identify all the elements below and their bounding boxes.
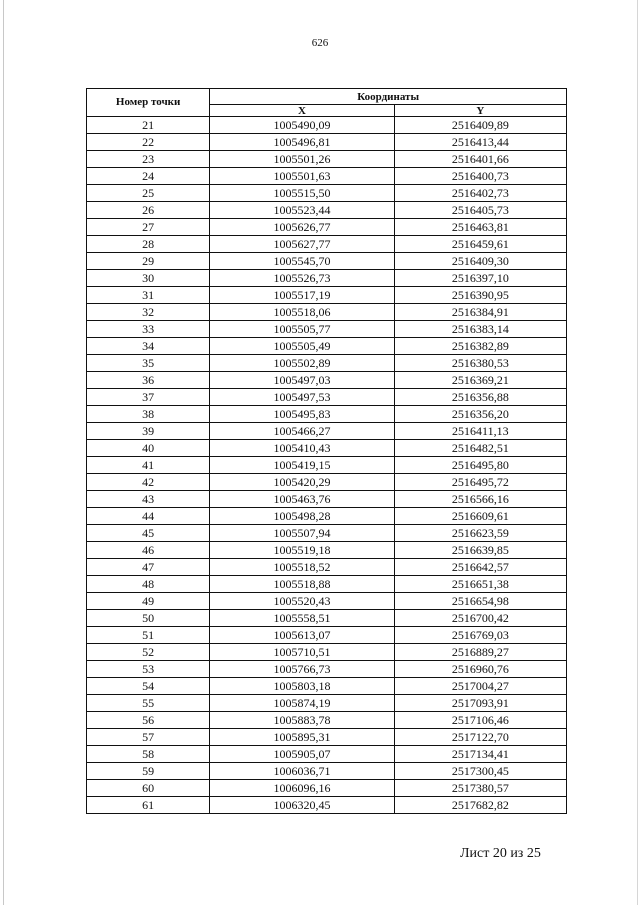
table-row — [87, 185, 567, 202]
cell-y: 2516960,76 — [394, 661, 566, 678]
cell-x: 1005519,18 — [210, 542, 394, 559]
cell-point-number: 48 — [87, 576, 210, 593]
header-coordinates: Координаты — [210, 89, 567, 105]
cell-y: 2517300,45 — [394, 763, 566, 780]
cell-x: 1005518,52 — [210, 559, 394, 576]
table-row — [87, 423, 567, 440]
cell-x: 1005518,06 — [210, 304, 394, 321]
cell-y: 2517106,46 — [394, 712, 566, 729]
cell-point-number: 41 — [87, 457, 210, 474]
coordinates-table — [86, 88, 567, 814]
cell-x: 1005545,70 — [210, 253, 394, 270]
cell-point-number: 40 — [87, 440, 210, 457]
table-row — [87, 712, 567, 729]
table-row — [87, 644, 567, 661]
table-row — [87, 627, 567, 644]
cell-x: 1005626,77 — [210, 219, 394, 236]
table-header — [87, 89, 567, 117]
table-row — [87, 321, 567, 338]
table-row — [87, 797, 567, 814]
cell-y: 2516369,21 — [394, 372, 566, 389]
cell-point-number: 25 — [87, 185, 210, 202]
table-row — [87, 593, 567, 610]
cell-y: 2516495,80 — [394, 457, 566, 474]
cell-x: 1006096,16 — [210, 780, 394, 797]
cell-x: 1005466,27 — [210, 423, 394, 440]
cell-x: 1005518,88 — [210, 576, 394, 593]
table-row — [87, 491, 567, 508]
cell-y: 2516356,88 — [394, 389, 566, 406]
cell-point-number: 45 — [87, 525, 210, 542]
cell-y: 2516609,61 — [394, 508, 566, 525]
cell-x: 1005627,77 — [210, 236, 394, 253]
cell-x: 1005523,44 — [210, 202, 394, 219]
table-row — [87, 780, 567, 797]
table-row — [87, 525, 567, 542]
table-row — [87, 219, 567, 236]
cell-y: 2516411,13 — [394, 423, 566, 440]
cell-y: 2516889,27 — [394, 644, 566, 661]
cell-y: 2516383,14 — [394, 321, 566, 338]
cell-y: 2516390,95 — [394, 287, 566, 304]
table-row — [87, 372, 567, 389]
table-row — [87, 474, 567, 491]
scan-edge-left — [3, 0, 4, 905]
cell-x: 1005507,94 — [210, 525, 394, 542]
cell-x: 1005710,51 — [210, 644, 394, 661]
cell-point-number: 38 — [87, 406, 210, 423]
table-row — [87, 440, 567, 457]
table-row — [87, 270, 567, 287]
cell-point-number: 24 — [87, 168, 210, 185]
scan-edge-right — [637, 0, 638, 905]
cell-y: 2516654,98 — [394, 593, 566, 610]
cell-y: 2517004,27 — [394, 678, 566, 695]
cell-x: 1005495,83 — [210, 406, 394, 423]
table-row — [87, 287, 567, 304]
cell-y: 2516566,16 — [394, 491, 566, 508]
cell-y: 2516639,85 — [394, 542, 566, 559]
table-row — [87, 508, 567, 525]
cell-y: 2516409,89 — [394, 117, 566, 134]
cell-point-number: 43 — [87, 491, 210, 508]
cell-y: 2516413,44 — [394, 134, 566, 151]
cell-x: 1005766,73 — [210, 661, 394, 678]
cell-point-number: 52 — [87, 644, 210, 661]
table-row — [87, 576, 567, 593]
cell-y: 2516409,30 — [394, 253, 566, 270]
table-row — [87, 763, 567, 780]
cell-point-number: 21 — [87, 117, 210, 134]
cell-x: 1005490,09 — [210, 117, 394, 134]
cell-point-number: 57 — [87, 729, 210, 746]
cell-y: 2516380,53 — [394, 355, 566, 372]
cell-x: 1005520,43 — [210, 593, 394, 610]
cell-y: 2517380,57 — [394, 780, 566, 797]
cell-x: 1005905,07 — [210, 746, 394, 763]
cell-point-number: 44 — [87, 508, 210, 525]
cell-x: 1005517,19 — [210, 287, 394, 304]
cell-x: 1005895,31 — [210, 729, 394, 746]
table-row — [87, 253, 567, 270]
cell-point-number: 49 — [87, 593, 210, 610]
table-row — [87, 746, 567, 763]
cell-point-number: 28 — [87, 236, 210, 253]
table-row — [87, 406, 567, 423]
cell-x: 1005463,76 — [210, 491, 394, 508]
table-row — [87, 695, 567, 712]
cell-x: 1005501,26 — [210, 151, 394, 168]
cell-point-number: 58 — [87, 746, 210, 763]
cell-point-number: 39 — [87, 423, 210, 440]
cell-y: 2516769,03 — [394, 627, 566, 644]
cell-y: 2516401,66 — [394, 151, 566, 168]
cell-point-number: 46 — [87, 542, 210, 559]
cell-x: 1005874,19 — [210, 695, 394, 712]
cell-y: 2516402,73 — [394, 185, 566, 202]
cell-point-number: 26 — [87, 202, 210, 219]
cell-x: 1005410,43 — [210, 440, 394, 457]
table-row — [87, 610, 567, 627]
cell-y: 2517093,91 — [394, 695, 566, 712]
cell-point-number: 32 — [87, 304, 210, 321]
cell-y: 2516356,20 — [394, 406, 566, 423]
table-row — [87, 151, 567, 168]
cell-y: 2516463,81 — [394, 219, 566, 236]
cell-point-number: 47 — [87, 559, 210, 576]
table-row — [87, 304, 567, 321]
table-row — [87, 168, 567, 185]
cell-y: 2516400,73 — [394, 168, 566, 185]
cell-x: 1005883,78 — [210, 712, 394, 729]
cell-x: 1005505,49 — [210, 338, 394, 355]
cell-point-number: 22 — [87, 134, 210, 151]
cell-x: 1005420,29 — [210, 474, 394, 491]
cell-x: 1005501,63 — [210, 168, 394, 185]
cell-x: 1005558,51 — [210, 610, 394, 627]
cell-point-number: 34 — [87, 338, 210, 355]
cell-x: 1005496,81 — [210, 134, 394, 151]
cell-x: 1005803,18 — [210, 678, 394, 695]
cell-y: 2517134,41 — [394, 746, 566, 763]
cell-point-number: 36 — [87, 372, 210, 389]
cell-x: 1005497,03 — [210, 372, 394, 389]
table-row — [87, 661, 567, 678]
cell-y: 2516384,91 — [394, 304, 566, 321]
cell-point-number: 59 — [87, 763, 210, 780]
cell-point-number: 56 — [87, 712, 210, 729]
cell-x: 1005498,28 — [210, 508, 394, 525]
header-y: Y — [394, 105, 566, 117]
cell-point-number: 37 — [87, 389, 210, 406]
header-point-number: Номер точки — [87, 89, 210, 117]
cell-x: 1005515,50 — [210, 185, 394, 202]
table-row — [87, 389, 567, 406]
cell-point-number: 35 — [87, 355, 210, 372]
table-row — [87, 338, 567, 355]
cell-y: 2516623,59 — [394, 525, 566, 542]
cell-x: 1005613,07 — [210, 627, 394, 644]
table-row — [87, 457, 567, 474]
sheet-label: Лист 20 из 25 — [460, 846, 541, 861]
cell-point-number: 23 — [87, 151, 210, 168]
cell-x: 1005419,15 — [210, 457, 394, 474]
cell-x: 1005497,53 — [210, 389, 394, 406]
cell-point-number: 51 — [87, 627, 210, 644]
cell-y: 2516397,10 — [394, 270, 566, 287]
cell-point-number: 54 — [87, 678, 210, 695]
cell-point-number: 42 — [87, 474, 210, 491]
cell-y: 2517682,82 — [394, 797, 566, 814]
cell-y: 2516459,61 — [394, 236, 566, 253]
cell-y: 2517122,70 — [394, 729, 566, 746]
table-row — [87, 355, 567, 372]
cell-point-number: 61 — [87, 797, 210, 814]
cell-y: 2516495,72 — [394, 474, 566, 491]
cell-y: 2516651,38 — [394, 576, 566, 593]
cell-point-number: 53 — [87, 661, 210, 678]
table-row — [87, 117, 567, 134]
cell-y: 2516482,51 — [394, 440, 566, 457]
cell-point-number: 31 — [87, 287, 210, 304]
cell-x: 1006036,71 — [210, 763, 394, 780]
page-number: 626 — [311, 37, 329, 49]
cell-x: 1005505,77 — [210, 321, 394, 338]
cell-point-number: 50 — [87, 610, 210, 627]
cell-point-number: 60 — [87, 780, 210, 797]
cell-point-number: 55 — [87, 695, 210, 712]
cell-point-number: 33 — [87, 321, 210, 338]
table-row — [87, 678, 567, 695]
table-body — [87, 117, 567, 814]
cell-x: 1005502,89 — [210, 355, 394, 372]
table-row — [87, 559, 567, 576]
table-row — [87, 542, 567, 559]
cell-y: 2516700,42 — [394, 610, 566, 627]
cell-point-number: 30 — [87, 270, 210, 287]
table-row — [87, 236, 567, 253]
cell-y: 2516405,73 — [394, 202, 566, 219]
header-x: X — [210, 105, 394, 117]
cell-point-number: 27 — [87, 219, 210, 236]
cell-y: 2516642,57 — [394, 559, 566, 576]
table-row — [87, 729, 567, 746]
cell-x: 1006320,45 — [210, 797, 394, 814]
table-row — [87, 202, 567, 219]
cell-x: 1005526,73 — [210, 270, 394, 287]
cell-point-number: 29 — [87, 253, 210, 270]
cell-y: 2516382,89 — [394, 338, 566, 355]
table-row — [87, 134, 567, 151]
